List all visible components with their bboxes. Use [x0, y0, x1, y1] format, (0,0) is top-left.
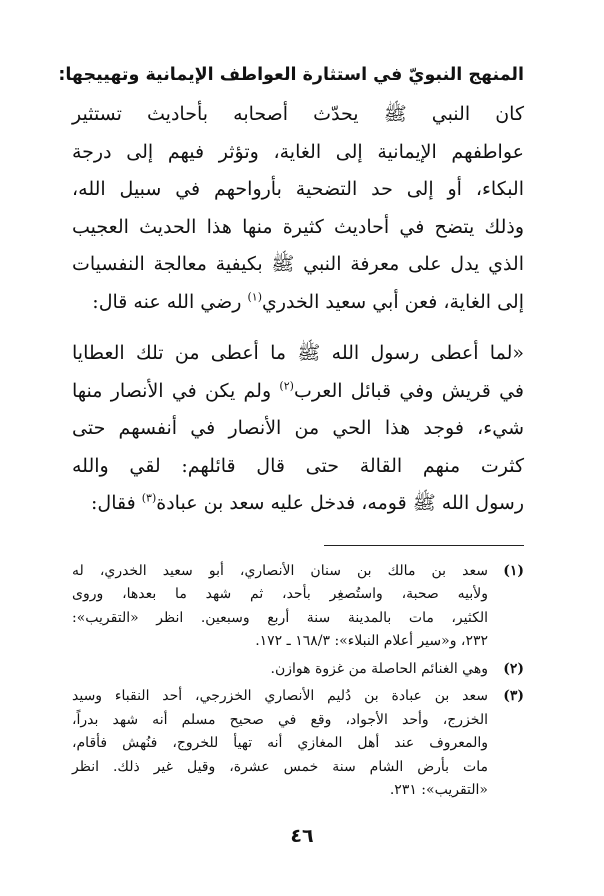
section-heading: المنهج النبويّ في استثارة العواطف الإيمانية وتهييجها:: [58, 65, 524, 85]
text-line: وذلك يتضح في أحاديث كثيرة منها هذا الحديث العجيب: [72, 215, 524, 238]
text-line: كثرت منهم القالة حتى قال قائلهم: لقي والله: [72, 454, 524, 477]
footnote-line: والمعروف عند أهل المغازي أنه تهيأ للخروج، فنُهش فأقام،: [72, 735, 488, 751]
footnote-line: الكثير، مات بالمدينة سنة أربع وسبعين. انظر «التقريب»:: [72, 609, 488, 626]
footnote: [72, 685, 524, 803]
footnote-ref[interactable]: (٣): [141, 491, 157, 505]
text-segment: رسول الله ﷺ قومه، فدخل عليه سعد بن عبادة: [156, 492, 524, 514]
page-number: ٤٦: [290, 825, 314, 847]
footnote-number: (٢): [503, 660, 524, 677]
footnote-number: (١): [503, 562, 524, 579]
footnote-number: (٣): [503, 688, 524, 704]
text-line: «لما أعطى رسول الله ﷺ ما أعطى من تلك العطايا: [72, 342, 524, 364]
footnote-line: ولأبيه صحبة، واستُصغِر بأحد، ثم شهد ما بعدها، وروى: [72, 586, 488, 602]
footnote-line: مات بأرض الشام سنة خمس عشرة، وقيل غير ذلك. انظر: [72, 758, 488, 775]
footnote-ref[interactable]: (٢): [279, 379, 294, 393]
footnote-line: الخزرج، وأحد الأجواد، وقع في صحيح مسلم أنه شهد بدراً،: [72, 711, 488, 728]
page-content: [58, 62, 524, 807]
footnote-text: [72, 685, 488, 803]
footnote-text: [72, 560, 488, 654]
paragraph-1: [72, 96, 524, 321]
footnote-line: سعد بن مالك بن سنان الأنصاري، أبو سعيد الخدري، له: [72, 562, 488, 579]
text-line: [72, 485, 524, 523]
footnote-line: «التقريب»: ٢٣١.: [389, 782, 488, 798]
footnotes: [72, 560, 524, 803]
text-segment: فقال:: [91, 492, 142, 514]
footnote-text: [72, 658, 488, 682]
text-segment: رضي الله عنه قال:: [92, 290, 248, 313]
text-line: البكاء، أو إلى حد التضحية بأرواحهم في سبيل الله،: [72, 178, 524, 200]
text-line: [72, 284, 524, 322]
text-segment: في قريش وفي قبائل العرب: [293, 379, 524, 402]
text-segment: إلى الغاية، فعن أبي سعيد الخدري: [262, 290, 524, 313]
text-line: شيء، فوجد هذا الحي من الأنصار في أنفسهم حتى: [72, 417, 524, 439]
footnote-ref[interactable]: (١): [247, 290, 262, 304]
text-line: عواطفهم الإيمانية إلى الغاية، وتؤثر فيهم إلى درجة: [72, 140, 524, 163]
footnote: [72, 560, 524, 654]
text-line: كان النبي ﷺ يحدّث أصحابه بأحاديث تستثير: [72, 103, 524, 125]
footnote-line: وهي الغنائم الحاصلة من غزوة هوازن.: [270, 660, 488, 677]
footnote: [72, 658, 524, 682]
text-line: الذي يدل على معرفة النبي ﷺ بكيفية معالجة النفسيات: [72, 253, 524, 275]
text-line: [72, 373, 524, 411]
paragraph-2: [72, 335, 524, 523]
footnote-line: ٢٣٢، و«سير أعلام النبلاء»: ١٦٨/٣ ـ ١٧٢.: [255, 633, 488, 649]
footnote-line: سعد بن عبادة بن دُليم الأنصاري الخزرجي، أحد النقباء وسيد: [72, 688, 488, 704]
text-segment: ولم يكن في الأنصار منها: [72, 379, 280, 402]
footnote-divider: [324, 545, 524, 546]
